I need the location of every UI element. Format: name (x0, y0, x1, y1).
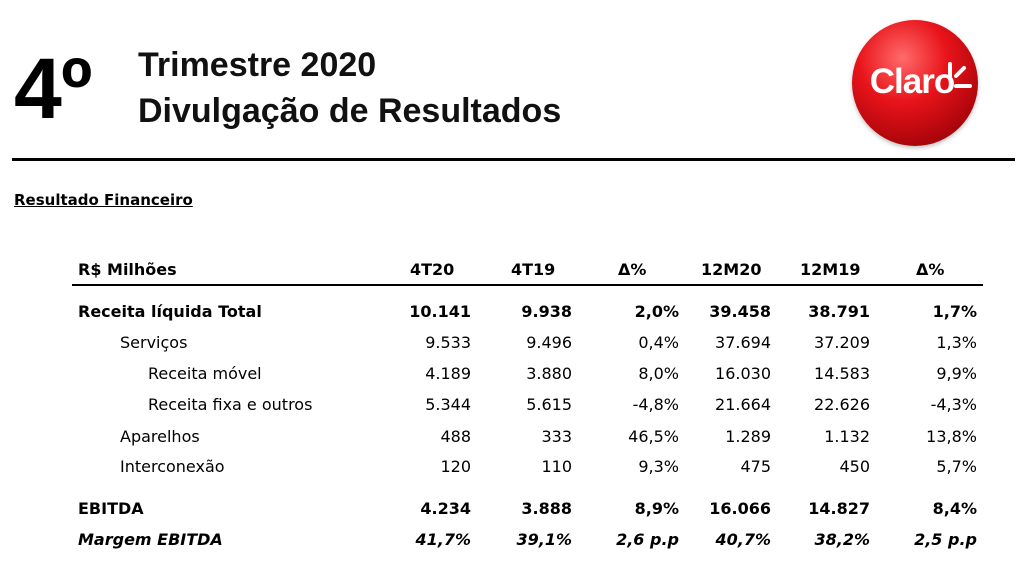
cell: 13,8% (926, 427, 977, 446)
col-header-delta-quarter: Δ% (618, 260, 647, 279)
cell: 40,7% (715, 530, 771, 549)
table-row (0, 457, 1024, 483)
row-label: Aparelhos (120, 427, 200, 446)
cell: 9,9% (936, 364, 977, 383)
cell: 475 (740, 457, 771, 476)
cell: 488 (440, 427, 471, 446)
cell: 1,7% (932, 302, 977, 321)
cell: 10.141 (409, 302, 471, 321)
table-header-divider (72, 284, 983, 286)
cell: 4.234 (420, 499, 471, 518)
row-label: Receita fixa e outros (148, 395, 313, 414)
cell: 3.888 (521, 499, 572, 518)
quarter-number: 4º (14, 41, 92, 137)
report-title-line2: Divulgação de Resultados (138, 92, 562, 130)
table-row (0, 427, 1024, 453)
cell: 9,3% (638, 457, 679, 476)
table-row (0, 530, 1024, 556)
col-header-12m20: 12M20 (701, 260, 762, 279)
cell: 0,4% (638, 333, 679, 352)
row-label: Interconexão (120, 457, 225, 476)
col-header-4t19: 4T19 (511, 260, 556, 279)
section-title: Resultado Financeiro (14, 191, 193, 209)
cell: 1.289 (725, 427, 771, 446)
row-label: EBITDA (78, 499, 144, 518)
row-label: Margem EBITDA (78, 530, 223, 549)
cell: 39.458 (709, 302, 771, 321)
cell: 9.938 (521, 302, 572, 321)
table-row (0, 333, 1024, 359)
col-header-12m19: 12M19 (800, 260, 861, 279)
cell: 4.189 (425, 364, 471, 383)
cell: 8,0% (638, 364, 679, 383)
cell: 2,0% (634, 302, 679, 321)
col-header-4t20: 4T20 (410, 260, 455, 279)
cell: 14.583 (814, 364, 870, 383)
cell: 3.880 (526, 364, 572, 383)
cell: 46,5% (628, 427, 679, 446)
cell: 21.664 (715, 395, 771, 414)
cell: 14.827 (808, 499, 870, 518)
cell: 5.344 (425, 395, 471, 414)
cell: -4,8% (632, 395, 679, 414)
table-row (0, 302, 1024, 328)
cell: 5,7% (936, 457, 977, 476)
cell: 450 (839, 457, 870, 476)
cell: 37.694 (715, 333, 771, 352)
cell: 16.030 (715, 364, 771, 383)
cell: 1,3% (936, 333, 977, 352)
cell: 1.132 (824, 427, 870, 446)
cell: 2,6 p.p (616, 530, 679, 549)
cell: 9.533 (425, 333, 471, 352)
cell: 8,9% (634, 499, 679, 518)
row-label: Receita móvel (148, 364, 262, 383)
cell: 333 (541, 427, 572, 446)
cell: 41,7% (415, 530, 471, 549)
header-divider (12, 158, 1015, 161)
claro-logo (852, 20, 978, 146)
row-label: Receita líquida Total (78, 302, 262, 321)
logo-text: Claro (869, 62, 955, 101)
cell: 38,2% (814, 530, 870, 549)
cell: 120 (440, 457, 471, 476)
cell: 2,5 p.p (914, 530, 977, 549)
cell: -4,3% (930, 395, 977, 414)
row-label: Serviços (120, 333, 188, 352)
table-row (0, 395, 1024, 421)
cell: 110 (541, 457, 572, 476)
cell: 38.791 (808, 302, 870, 321)
cell: 37.209 (814, 333, 870, 352)
table-row (0, 364, 1024, 390)
logo-rays-icon (852, 20, 978, 146)
cell: 39,1% (516, 530, 572, 549)
report-title (138, 42, 561, 134)
cell: 22.626 (814, 395, 870, 414)
cell: 9.496 (526, 333, 572, 352)
col-header-delta-year: Δ% (916, 260, 945, 279)
cell: 16.066 (709, 499, 771, 518)
cell: 8,4% (932, 499, 977, 518)
cell: 5.615 (526, 395, 572, 414)
table-row (0, 499, 1024, 525)
col-header-units: R$ Milhões (78, 260, 177, 279)
table-header-row (0, 260, 1024, 286)
report-title-line1: Trimestre 2020 (138, 46, 377, 84)
